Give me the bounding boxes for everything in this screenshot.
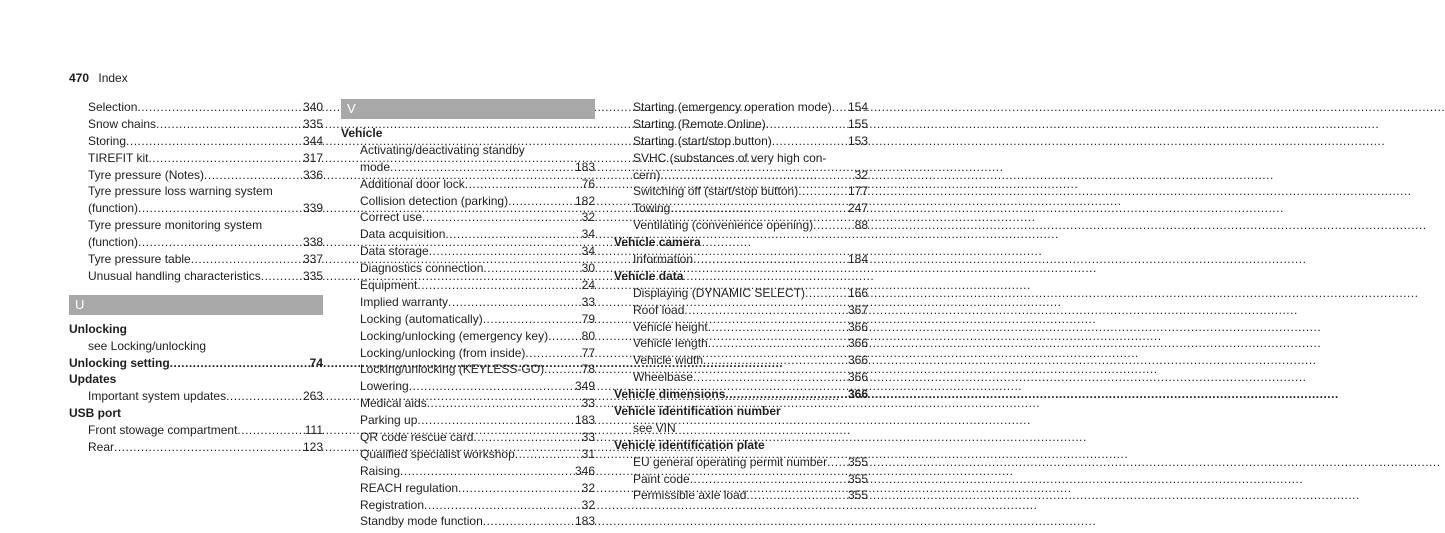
- index-subentry[interactable]: [614, 352, 868, 369]
- dot-leader: [429, 243, 580, 260]
- index-subentry[interactable]: [341, 311, 595, 328]
- page-ref: 337: [302, 252, 323, 267]
- dot-leader: [114, 439, 301, 456]
- dot-leader: [261, 268, 301, 285]
- page-ref: 33: [581, 294, 595, 309]
- page-ref: 32: [854, 167, 868, 182]
- dot-leader: [417, 412, 573, 429]
- page-ref: 367: [847, 302, 868, 317]
- entry-text: Parking up: [360, 413, 418, 428]
- section-letter: U: [69, 295, 323, 315]
- dot-leader: [226, 388, 301, 405]
- index-subentry[interactable]: [614, 302, 868, 319]
- index-subentry[interactable]: [341, 412, 595, 429]
- index-subentry[interactable]: [614, 285, 868, 302]
- dot-leader: [708, 319, 846, 336]
- dot-leader: [693, 369, 846, 386]
- page-ref: 34: [581, 227, 595, 242]
- entry-text: Locking (automatically): [360, 311, 483, 326]
- entry-text: Tyre pressure table: [88, 252, 191, 267]
- entry-text: Displaying (DYNAMIC SELECT): [633, 285, 806, 300]
- page-ref: 183: [574, 413, 595, 428]
- dot-leader: [746, 487, 846, 504]
- index-subentry[interactable]: [69, 167, 323, 184]
- dot-leader: [424, 497, 580, 514]
- entry-text: Ventilating (convenience opening): [633, 218, 814, 233]
- entry-text: Unusual handling characteristics: [88, 268, 261, 283]
- entry-text: Rear: [88, 440, 115, 455]
- entry-text: EU general operating permit number: [633, 454, 828, 469]
- dot-leader: [690, 471, 846, 488]
- page-ref: 30: [581, 261, 595, 276]
- entry-text: Important system updates: [88, 389, 227, 404]
- page-ref: 355: [847, 488, 868, 503]
- index-subentry[interactable]: [614, 183, 868, 200]
- dot-leader: [766, 116, 846, 133]
- index-column-3: [614, 99, 868, 504]
- dot-leader: [798, 183, 846, 200]
- entry-text: Vehicle width: [633, 353, 704, 368]
- index-heading: Vehicle identification plate: [614, 437, 765, 452]
- dot-leader: [483, 513, 573, 530]
- index-subentry[interactable]: [69, 200, 323, 217]
- index-subentry[interactable]: [341, 193, 595, 210]
- index-subentry[interactable]: [69, 422, 323, 439]
- entry-text: Starting (emergency operation mode): [633, 100, 832, 114]
- index-subentry[interactable]: [341, 395, 595, 412]
- index-subentry[interactable]: [69, 439, 323, 456]
- dot-leader: [237, 422, 302, 439]
- page-ref: 339: [302, 201, 323, 216]
- entry-text: Towing: [633, 201, 671, 216]
- dot-leader: [138, 200, 301, 217]
- index-subentry-text: see VIN: [633, 420, 676, 435]
- page-ref: 123: [302, 440, 323, 455]
- dot-leader: [548, 328, 580, 345]
- page-ref: 355: [847, 454, 868, 469]
- dot-leader: [422, 209, 580, 226]
- entry-text: Tyre pressure (Notes): [88, 167, 205, 182]
- index-subentry[interactable]: [69, 133, 323, 150]
- index-heading: Vehicle data: [614, 268, 684, 283]
- index-subentry[interactable]: [341, 497, 595, 514]
- index-subentry[interactable]: [614, 454, 868, 471]
- index-entry[interactable]: [614, 386, 868, 403]
- index-subentry[interactable]: [69, 116, 323, 133]
- index-subentry-text: see Locking/unlocking: [88, 338, 207, 353]
- index-subentry[interactable]: [341, 260, 595, 277]
- page-ref: 344: [302, 133, 323, 148]
- dot-leader: [708, 335, 846, 352]
- entry-text: Unlocking setting: [69, 355, 170, 370]
- index-subentry[interactable]: [341, 446, 595, 463]
- page-ref: 366: [847, 319, 868, 334]
- entry-text: Implied warranty: [360, 294, 449, 309]
- dot-leader: [805, 285, 846, 302]
- page-ref: 355: [847, 471, 868, 486]
- index-subentry[interactable]: [69, 388, 323, 405]
- dot-leader: [483, 260, 579, 277]
- page-ref: 77: [581, 345, 595, 360]
- page-ref: 366: [847, 336, 868, 351]
- page-ref: 338: [302, 235, 323, 250]
- page-ref: 184: [847, 252, 868, 267]
- page-ref: 177: [847, 184, 868, 199]
- dot-leader: [448, 294, 580, 311]
- dot-leader: [458, 480, 580, 497]
- page-ref: 34: [581, 244, 595, 259]
- index-subentry-text: SVHC (substances of very high con-: [633, 150, 827, 165]
- page-ref: 32: [581, 480, 595, 495]
- index-subentry[interactable]: [614, 133, 868, 150]
- index-subentry[interactable]: [614, 251, 868, 268]
- index-subentry[interactable]: [341, 345, 595, 362]
- index-subentry[interactable]: [69, 150, 323, 167]
- index-subentry[interactable]: [614, 471, 868, 488]
- entry-text: Lowering: [360, 379, 409, 394]
- entry-text: Data acquisition: [360, 227, 446, 242]
- page-ref: 183: [574, 514, 595, 529]
- index-subentry[interactable]: [614, 99, 868, 116]
- index-subentry-text: Tyre pressure loss warning system: [88, 184, 273, 199]
- page-ref: 263: [302, 389, 323, 404]
- entry-text: Vehicle length: [633, 336, 708, 351]
- dot-leader: [473, 429, 579, 446]
- dot-leader: [483, 311, 580, 328]
- page-ref: 153: [847, 133, 868, 148]
- entry-text: TIREFIT kit: [88, 150, 149, 165]
- page-ref: 182: [574, 193, 595, 208]
- entry-text: QR code rescue card: [360, 430, 474, 445]
- index-heading: Updates: [69, 372, 117, 387]
- page-ref: 366: [847, 370, 868, 385]
- entry-text: Roof load: [633, 302, 685, 317]
- page-ref: 349: [574, 379, 595, 394]
- dot-leader: [670, 200, 846, 217]
- index-subentry[interactable]: [69, 268, 323, 285]
- index-subentry[interactable]: [341, 226, 595, 243]
- dot-leader: [409, 378, 573, 395]
- index-subentry[interactable]: [341, 463, 595, 480]
- dot-leader: [693, 251, 846, 268]
- entry-text: (function): [88, 201, 139, 216]
- index-subentry[interactable]: [69, 234, 323, 251]
- entry-text: Registration: [360, 497, 425, 512]
- page-ref: 79: [581, 311, 595, 326]
- entry-text: Vehicle height: [633, 319, 708, 334]
- entry-text: Data storage: [360, 244, 429, 259]
- dot-leader: [832, 99, 846, 116]
- dot-leader: [156, 116, 301, 133]
- page-ref: 335: [302, 268, 323, 283]
- page-ref: 32: [581, 497, 595, 512]
- page-ref: 74: [309, 355, 323, 370]
- entry-text: REACH regulation: [360, 480, 459, 495]
- entry-text: mode: [360, 159, 391, 174]
- dot-leader: [725, 386, 846, 403]
- page-ref: 31: [581, 446, 595, 461]
- index-heading: USB port: [69, 406, 121, 421]
- entry-text: Raising: [360, 463, 401, 478]
- entry-text: Starting (start/stop button): [633, 133, 772, 148]
- index-subentry-text: Tyre pressure monitoring system: [88, 218, 263, 233]
- entry-text: Starting (Remote Online): [633, 116, 766, 131]
- page-ref: 336: [302, 167, 323, 182]
- page-ref: 155: [847, 116, 868, 131]
- page-ref: 33: [581, 396, 595, 411]
- dot-leader: [390, 159, 573, 176]
- page-ref: 32: [581, 210, 595, 225]
- page-ref: 340: [302, 100, 323, 114]
- index-heading: Vehicle camera: [614, 235, 701, 250]
- dot-leader: [148, 150, 301, 167]
- index-heading: Vehicle identification number: [614, 404, 781, 419]
- dot-leader: [204, 167, 301, 184]
- entry-text: Medical aids: [360, 396, 427, 411]
- entry-text: cern): [633, 167, 661, 182]
- index-subentry[interactable]: [614, 319, 868, 336]
- entry-text: Qualified specialist workshop: [360, 446, 515, 461]
- dot-leader: [427, 395, 580, 412]
- dot-leader: [544, 361, 580, 378]
- entry-text: Snow chains: [88, 116, 157, 131]
- entry-text: Standby mode function: [360, 514, 483, 529]
- index-subentry[interactable]: [614, 487, 868, 504]
- index-subentry[interactable]: [341, 328, 595, 345]
- index-subentry[interactable]: [614, 217, 868, 234]
- dot-leader: [508, 193, 573, 210]
- entry-text: Locking/unlocking (from inside): [360, 345, 526, 360]
- dot-leader: [400, 463, 573, 480]
- dot-leader: [170, 355, 308, 372]
- page-ref: 366: [847, 353, 868, 368]
- entry-text: Diagnostics connection: [360, 261, 484, 276]
- index-subentry[interactable]: [341, 209, 595, 226]
- index-subentry[interactable]: [341, 159, 595, 176]
- entry-text: Locking/unlocking (emergency key): [360, 328, 549, 343]
- index-subentry[interactable]: [341, 277, 595, 294]
- dot-leader: [515, 446, 580, 463]
- entry-text: Storing: [88, 133, 127, 148]
- page-ref: 33: [581, 430, 595, 445]
- dot-leader: [813, 217, 853, 234]
- index-column-2: [341, 99, 595, 530]
- entry-text: (function): [88, 235, 139, 250]
- page-ref: 88: [854, 218, 868, 233]
- index-subentry-text: Activating/deactivating standby: [360, 142, 525, 157]
- index-subentry[interactable]: [341, 429, 595, 446]
- page-ref: 24: [581, 278, 595, 293]
- page-ref: 183: [574, 159, 595, 174]
- index-subentry[interactable]: [614, 116, 868, 133]
- index-column-1: [69, 99, 323, 456]
- page-ref: 317: [302, 150, 323, 165]
- index-subentry[interactable]: [341, 361, 595, 378]
- entry-text: Wheelbase: [633, 370, 694, 385]
- index-subentry[interactable]: [341, 378, 595, 395]
- entry-text: Locking/unlocking (KEYLESS-GO): [360, 362, 545, 377]
- page-ref: 78: [581, 362, 595, 377]
- index-subentry[interactable]: [69, 251, 323, 268]
- index-subentry[interactable]: [341, 243, 595, 260]
- entry-text: Selection: [88, 100, 138, 114]
- index-subentry[interactable]: [341, 513, 595, 530]
- section-letter: V: [341, 99, 595, 119]
- page-ref: 366: [847, 387, 868, 402]
- dot-leader: [772, 133, 846, 150]
- dot-leader: [138, 234, 301, 251]
- dot-leader: [137, 99, 301, 116]
- page-ref: 76: [581, 176, 595, 191]
- index-subentry[interactable]: [341, 176, 595, 193]
- index-subentry[interactable]: [614, 167, 868, 184]
- dot-leader: [525, 345, 579, 362]
- page-number: 470: [69, 71, 90, 85]
- entry-text: Permissible axle load: [633, 488, 747, 503]
- entry-text: Switching off (start/stop button): [633, 184, 799, 199]
- dot-leader: [684, 302, 846, 319]
- page-ref: 247: [847, 201, 868, 216]
- dot-leader: [465, 176, 580, 193]
- dot-leader: [445, 226, 579, 243]
- dot-leader: [191, 251, 301, 268]
- entry-text: Information: [633, 252, 694, 267]
- page-ref: 80: [581, 328, 595, 343]
- entry-text: Vehicle dimensions: [614, 387, 726, 402]
- page-title: Index: [98, 71, 128, 85]
- dot-leader: [126, 133, 301, 150]
- page-ref: 111: [304, 423, 323, 438]
- dot-leader: [660, 167, 852, 184]
- index-subentry[interactable]: [614, 335, 868, 352]
- page-ref: 335: [302, 116, 323, 131]
- index-subentry[interactable]: [69, 99, 323, 116]
- dot-leader: [827, 454, 846, 471]
- entry-text: Front stowage compartment: [88, 423, 238, 438]
- entry-text: Additional door lock: [360, 176, 465, 191]
- index-subentry[interactable]: [341, 480, 595, 497]
- dot-leader: [703, 352, 846, 369]
- index-heading: Unlocking: [69, 321, 128, 336]
- index-heading: Vehicle: [341, 126, 383, 140]
- index-subentry[interactable]: [614, 369, 868, 386]
- index-subentry[interactable]: [614, 200, 868, 217]
- entry-text: Correct use: [360, 210, 423, 225]
- page-header: [69, 71, 128, 85]
- page-ref: 154: [847, 100, 868, 114]
- index-subentry[interactable]: [341, 294, 595, 311]
- entry-text: Equipment: [360, 278, 418, 293]
- index-entry[interactable]: [69, 355, 323, 372]
- entry-text: Paint code: [633, 471, 690, 486]
- page-ref: 346: [574, 463, 595, 478]
- entry-text: Collision detection (parking): [360, 193, 509, 208]
- page-ref: 166: [847, 285, 868, 300]
- dot-leader: [417, 277, 579, 294]
